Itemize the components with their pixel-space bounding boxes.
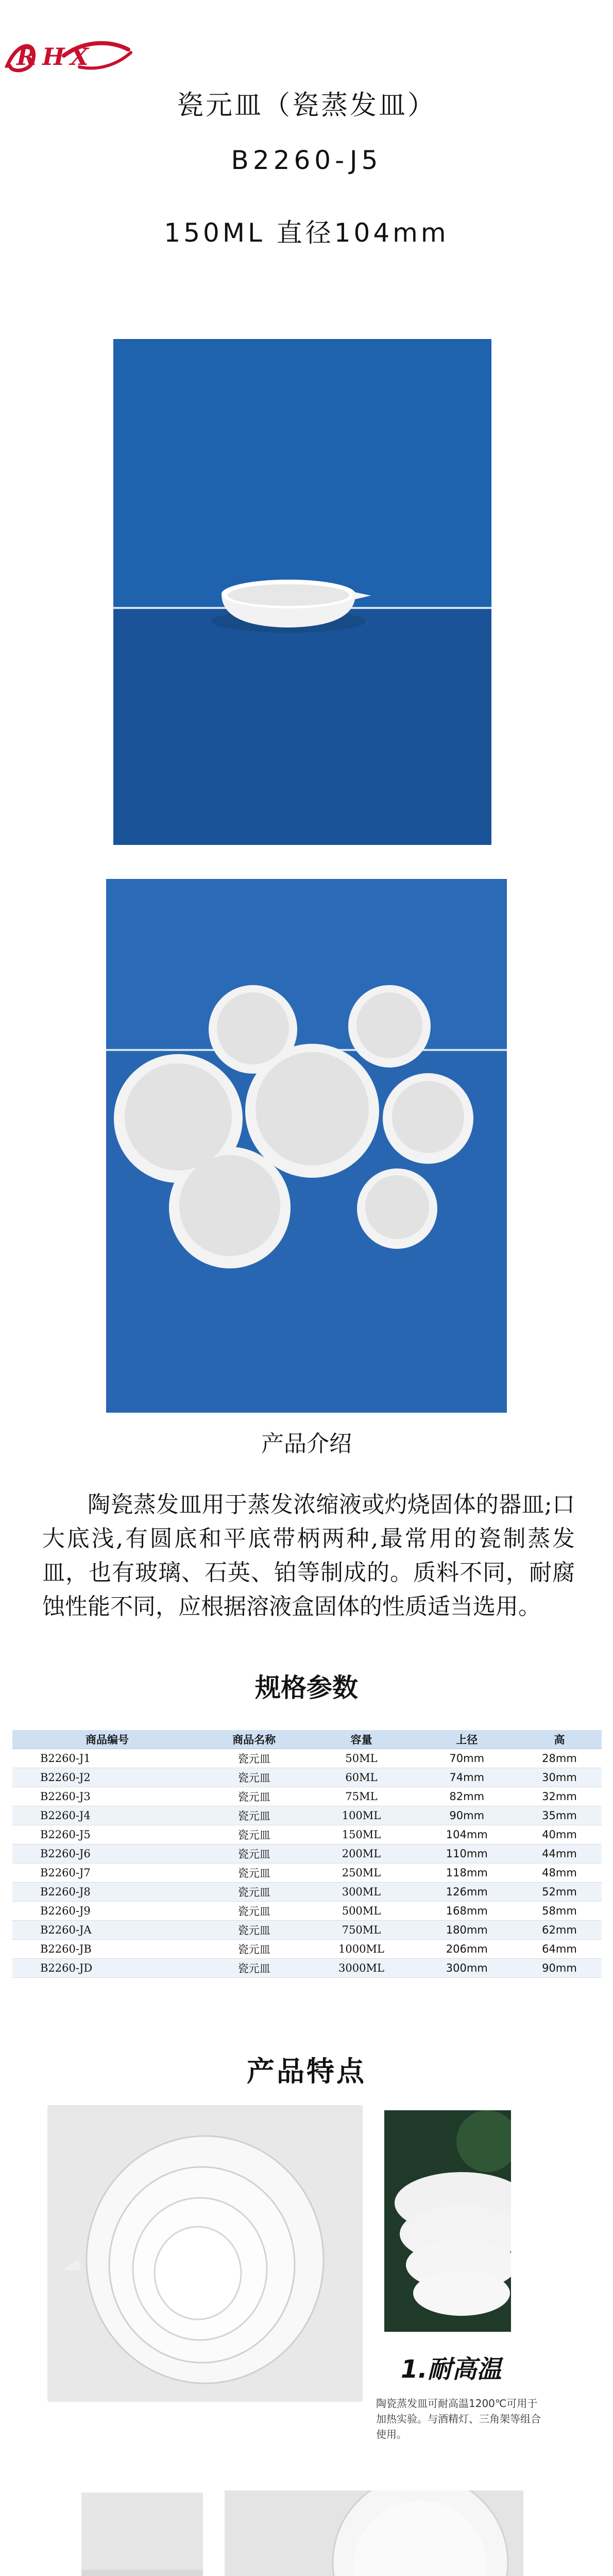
spec-table-cell: 瓷元皿 <box>202 1959 306 1978</box>
spec-table-cell: 28mm <box>517 1749 602 1768</box>
spec-table-cell: 82mm <box>417 1787 517 1806</box>
spec-table-row <box>12 1749 602 1768</box>
spec-table-cell: 58mm <box>517 1902 602 1921</box>
feature-1-title: 1.耐高温 <box>401 2355 502 2384</box>
spec-table-cell: B2260-JB <box>12 1940 202 1959</box>
product-title: 瓷元皿（瓷蒸发皿） <box>176 90 436 121</box>
spec-table-cell: B2260-JA <box>12 1921 202 1940</box>
spec-table-cell: 32mm <box>517 1787 602 1806</box>
spec-table-cell: 250ML <box>306 1863 416 1883</box>
product-spec-line: 150ML 直径104mm <box>164 218 449 248</box>
spec-table-cell: 30mm <box>517 1768 602 1787</box>
spec-table-cell: 168mm <box>417 1902 517 1921</box>
spec-table-cell: 206mm <box>417 1940 517 1959</box>
spec-table-cell: B2260-J4 <box>12 1806 202 1825</box>
col-header: 容量 <box>306 1730 416 1749</box>
spec-table-cell: 48mm <box>517 1863 602 1883</box>
spec-table-body <box>12 1749 602 1978</box>
spec-table-cell: B2260-J2 <box>12 1768 202 1787</box>
spec-table-cell: B2260-JD <box>12 1959 202 1978</box>
spec-table-cell: 瓷元皿 <box>202 1883 306 1902</box>
spec-table-cell: 110mm <box>417 1844 517 1863</box>
svg-text:H: H <box>42 43 65 71</box>
spec-table-row <box>12 1806 602 1825</box>
feature-photo-heat <box>384 2110 511 2332</box>
spec-table-row <box>12 1921 602 1940</box>
spec-table-cell: 200ML <box>306 1844 416 1863</box>
spec-table-cell: 118mm <box>417 1863 517 1883</box>
spec-table-cell: 瓷元皿 <box>202 1902 306 1921</box>
spec-table-cell: 100ML <box>306 1806 416 1825</box>
spec-table-cell: 瓷元皿 <box>202 1787 306 1806</box>
spec-table-cell: 64mm <box>517 1940 602 1959</box>
spec-table-header <box>12 1730 602 1749</box>
spec-table-row <box>12 1959 602 1978</box>
spec-table-cell: B2260-J6 <box>12 1844 202 1863</box>
spec-table-row <box>12 1940 602 1959</box>
spec-table-cell: 300ML <box>306 1883 416 1902</box>
spec-table-cell: 60ML <box>306 1768 416 1787</box>
spec-table-cell: 90mm <box>517 1959 602 1978</box>
spec-table-cell: 180mm <box>417 1921 517 1940</box>
spec-table-row <box>12 1863 602 1883</box>
spec-table-cell: 瓷元皿 <box>202 1940 306 1959</box>
spec-table-cell: 瓷元皿 <box>202 1825 306 1844</box>
col-header: 商品编号 <box>12 1730 202 1749</box>
spec-table-cell: B2260-J3 <box>12 1787 202 1806</box>
spec-table-cell: 150ML <box>306 1825 416 1844</box>
spec-table-cell: 瓷元皿 <box>202 1921 306 1940</box>
spec-table-row <box>12 1787 602 1806</box>
col-header: 上径 <box>417 1730 517 1749</box>
brand-logo <box>2 35 136 78</box>
feature-photo-nested-dishes <box>47 2105 363 2402</box>
spec-table-cell: B2260-J8 <box>12 1883 202 1902</box>
spec-table-cell: B2260-J1 <box>12 1749 202 1768</box>
spec-table-cell: 90mm <box>417 1806 517 1825</box>
svg-text:X: X <box>70 43 89 71</box>
spec-table-row <box>12 1902 602 1921</box>
spec-table-cell: 35mm <box>517 1806 602 1825</box>
feature-photo-dish-set <box>225 2490 523 2576</box>
spec-table-cell: 74mm <box>417 1768 517 1787</box>
svg-text:R: R <box>16 43 37 71</box>
spec-table-cell: 500ML <box>306 1902 416 1921</box>
spec-table-cell: B2260-J9 <box>12 1902 202 1921</box>
spec-table-cell: 瓷元皿 <box>202 1806 306 1825</box>
spec-table-cell: 瓷元皿 <box>202 1749 306 1768</box>
product-photo-single <box>113 339 491 845</box>
spec-table-cell: 44mm <box>517 1844 602 1863</box>
spec-table-row <box>12 1844 602 1863</box>
spec-table-cell: B2260-J5 <box>12 1825 202 1844</box>
spec-table-cell: 50ML <box>306 1749 416 1768</box>
feature-photo-small-dish <box>81 2493 203 2576</box>
spec-table-cell: 40mm <box>517 1825 602 1844</box>
spec-table-cell: 62mm <box>517 1921 602 1940</box>
col-header: 高 <box>517 1730 602 1749</box>
intro-text: 陶瓷蒸发皿用于蒸发浓缩液或灼烧固体的器皿;口大底浅,有圆底和平底带柄两种,最常用的瓷制蒸发皿，也有玻璃、石英、铂等制成的。质料不同，耐腐蚀性能不同，应根据溶液盒固体的性质适当选用。 <box>42 1492 575 1620</box>
spec-table-cell: 1000ML <box>306 1940 416 1959</box>
spec-table-cell: 70mm <box>417 1749 517 1768</box>
spec-table-row <box>12 1768 602 1787</box>
intro-heading: 产品介绍 <box>261 1431 352 1457</box>
spec-table-cell: 瓷元皿 <box>202 1863 306 1883</box>
spec-table <box>12 1730 602 1978</box>
spec-table-cell: 75ML <box>306 1787 416 1806</box>
spec-table-row <box>12 1883 602 1902</box>
spec-table-row <box>12 1825 602 1844</box>
spec-table-cell: 104mm <box>417 1825 517 1844</box>
spec-table-cell: 瓷元皿 <box>202 1844 306 1863</box>
spec-table-cell: 126mm <box>417 1883 517 1902</box>
spec-table-cell: 750ML <box>306 1921 416 1940</box>
spec-table-cell: 52mm <box>517 1883 602 1902</box>
product-photo-group <box>106 879 507 1413</box>
spec-heading: 规格参数 <box>255 1673 358 1703</box>
product-model: B2260-J5 <box>231 145 382 175</box>
spec-table-cell: 瓷元皿 <box>202 1768 306 1787</box>
spec-table-cell: 300mm <box>417 1959 517 1978</box>
spec-table-cell: 3000ML <box>306 1959 416 1978</box>
features-heading: 产品特点 <box>247 2055 366 2088</box>
spec-table-cell: B2260-J7 <box>12 1863 202 1883</box>
col-header: 商品名称 <box>202 1730 306 1749</box>
feature-1-desc: 陶瓷蒸发皿可耐高温1200℃可用于加热实验。与酒精灯、三角架等组合使用。 <box>376 2397 541 2441</box>
